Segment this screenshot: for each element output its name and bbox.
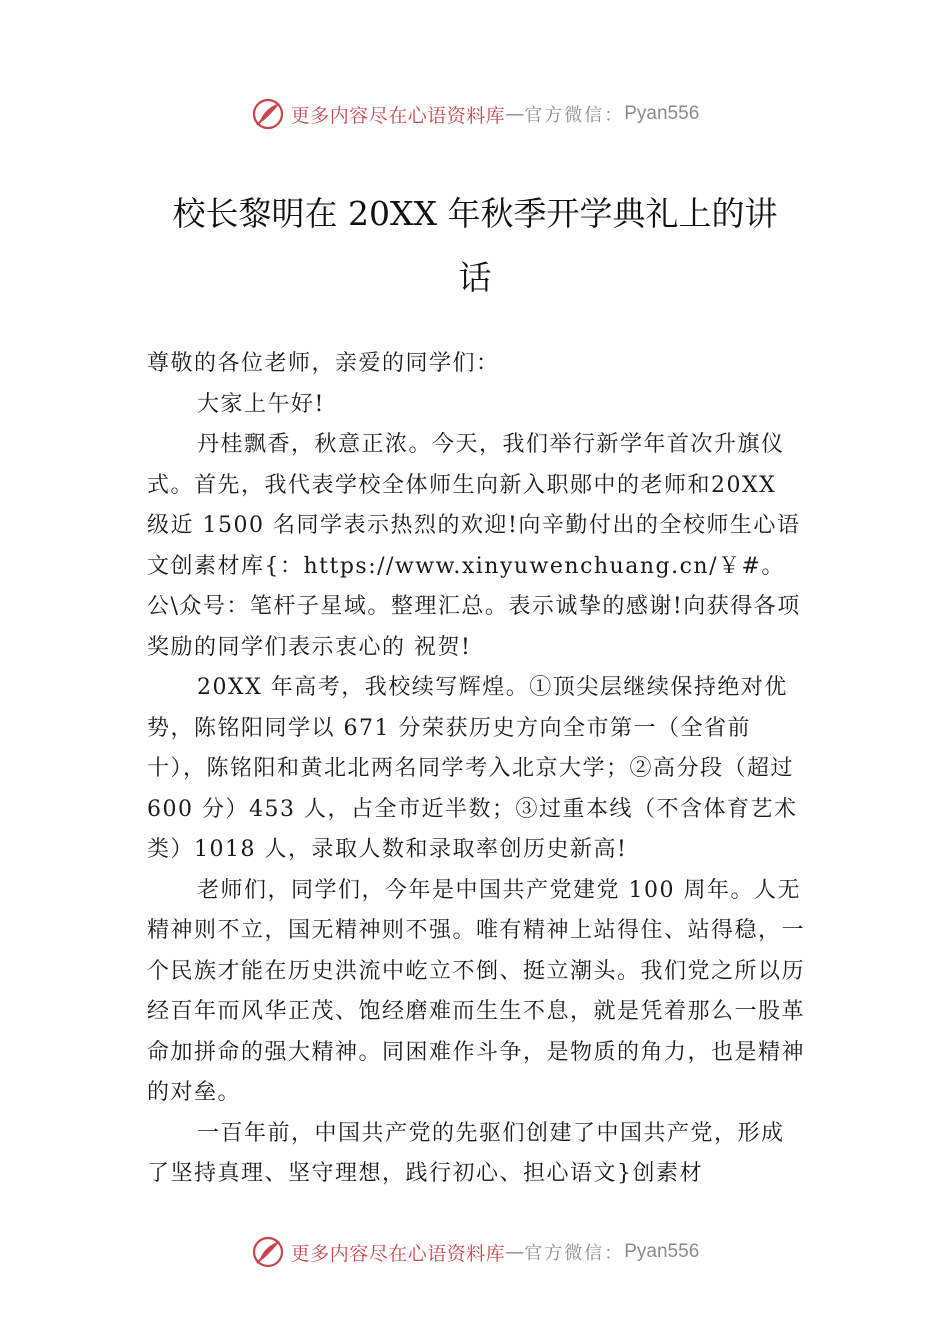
banner-wechat-label: 官方微信： (524, 1243, 625, 1264)
banner-dash: — (505, 1241, 525, 1263)
paragraph-4: 一百年前，中国共产党的先驱们创建了中国共产党，形成了坚持真理、坚守理想，践行初心、担心语文}创素材 (147, 1120, 785, 1186)
banner-wechat-id: Pyan556 (624, 1241, 700, 1262)
banner-dash: — (505, 103, 525, 125)
quill-logo-icon (251, 1235, 285, 1269)
footer-banner (0, 1232, 950, 1272)
hello-paragraph: 大家上午好! (197, 391, 325, 417)
title-line-2: 话 (458, 258, 492, 297)
banner-wechat-id: Pyan556 (624, 103, 700, 124)
header-banner (0, 94, 950, 134)
banner-wechat-label: 官方微信： (524, 105, 625, 126)
banner-slogan: 更多内容尽在心语资料库 (290, 104, 506, 127)
document-body (147, 344, 807, 1195)
paragraph-2: 20XX 年高考，我校续写辉煌。①顶尖层继续保持绝对优势，陈铭阳同学以 671 分荣获历史方向全市第一（全省前十），陈铭阳和黄北北两名同学考入北京大学；②高分段（超过 600 分）453 人，占全市近半数；③过重本线（不含体育艺术类）1018 人，录取人数和录取率创历史新高! (147, 675, 798, 862)
page-title (120, 182, 830, 310)
greeting: 尊敬的各位老师，亲爱的同学们： (147, 351, 500, 376)
quill-logo-icon (251, 97, 285, 131)
paragraph-3: 老师们，同学们，今年是中国共产党建党 100 周年。人无精神则不立，国无精神则不强。唯有精神上站得住、站得稳，一个民族才能在历史洪流中屹立不倒、挺立潮头。我们党之所以历经百年而风华正茂、饱经磨难而生生不息，就是凭着那么一股革命加拼命的强大精神。同困难作斗争，是物质的角力，也是精神的对垒。 (147, 877, 806, 1105)
paragraph-1: 丹桂飘香，秋意正浓。今天，我们举行新学年首次升旗仪式。首先，我代表学校全体师生向新入职郧中的老师和20XX 级近 1500 名同学表示热烈的欢迎!向辛勤付出的全校师生心语文创素材库{：https://www.xinyuwenchuang.cn/￥#。公\众号：笔杆子星域。整理汇总。表示诚挚的感谢!向获得各项奖励的同学们表示衷心的 祝贺! (147, 432, 801, 660)
banner-slogan: 更多内容尽在心语资料库 (290, 1242, 506, 1265)
title-line-1: 校长黎明在 20XX 年秋季开学典礼上的讲 (172, 194, 778, 233)
